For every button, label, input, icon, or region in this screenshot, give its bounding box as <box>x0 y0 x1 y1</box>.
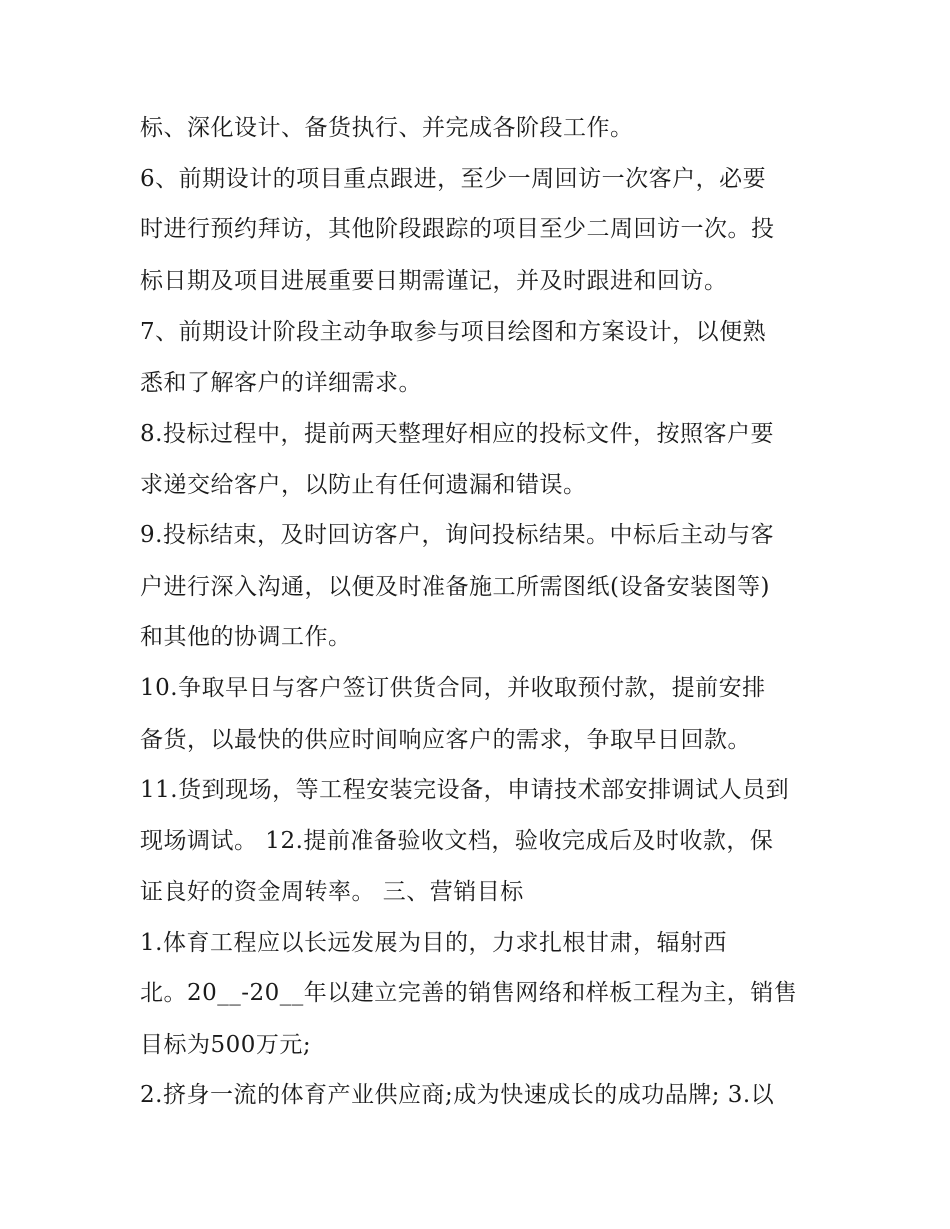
text-line: 目标为500万元; <box>140 1032 312 1058</box>
text-line: 北。20__-20__年以建立完善的销售网络和样板工程为主，销售 <box>140 980 798 1006</box>
text-line: 1.体育工程应以长远发展为目的，力求扎根甘肃，辐射西 <box>140 930 727 956</box>
text-line: 6、前期设计的项目重点跟进，至少一周回访一次客户，必要 <box>140 166 767 192</box>
text-line: 和其他的协调工作。 <box>140 624 352 650</box>
text-line: 标日期及项目进展重要日期需谨记，并及时跟进和回访。 <box>140 268 728 294</box>
text-line: 证良好的资金周转率。 三、营销目标 <box>140 879 524 905</box>
text-line: 7、前期设计阶段主动争取参与项目绘图和方案设计，以便熟 <box>140 319 767 345</box>
text-line: 标、深化设计、备货执行、并完成各阶段工作。 <box>140 115 634 141</box>
text-line: 户进行深入沟通，以便及时准备施工所需图纸(设备安装图等) <box>140 574 770 600</box>
text-line: 现场调试。 12.提前准备验收文档，验收完成后及时收款，保 <box>140 828 774 854</box>
text-line: 时进行预约拜访，其他阶段跟踪的项目至少二周回访一次。投 <box>140 216 775 242</box>
text-line: 求递交给客户，以防止有任何遗漏和错误。 <box>140 472 587 498</box>
text-line: 8.投标过程中，提前两天整理好相应的投标文件，按照客户要 <box>140 421 774 447</box>
text-line: 备货，以最快的供应时间响应客户的需求，争取早日回款。 <box>140 727 751 753</box>
text-line: 2.挤身一流的体育产业供应商;成为快速成长的成功品牌; 3.以 <box>140 1082 775 1108</box>
text-line: 11.货到现场，等工程安装完设备，申请技术部安排调试人员到 <box>140 777 790 803</box>
text-line: 悉和了解客户的详细需求。 <box>140 370 422 396</box>
text-line: 10.争取早日与客户签订供货合同，并收取预付款，提前安排 <box>140 675 766 701</box>
text-line: 9.投标结束，及时回访客户，询问投标结果。中标后主动与客 <box>140 522 774 548</box>
